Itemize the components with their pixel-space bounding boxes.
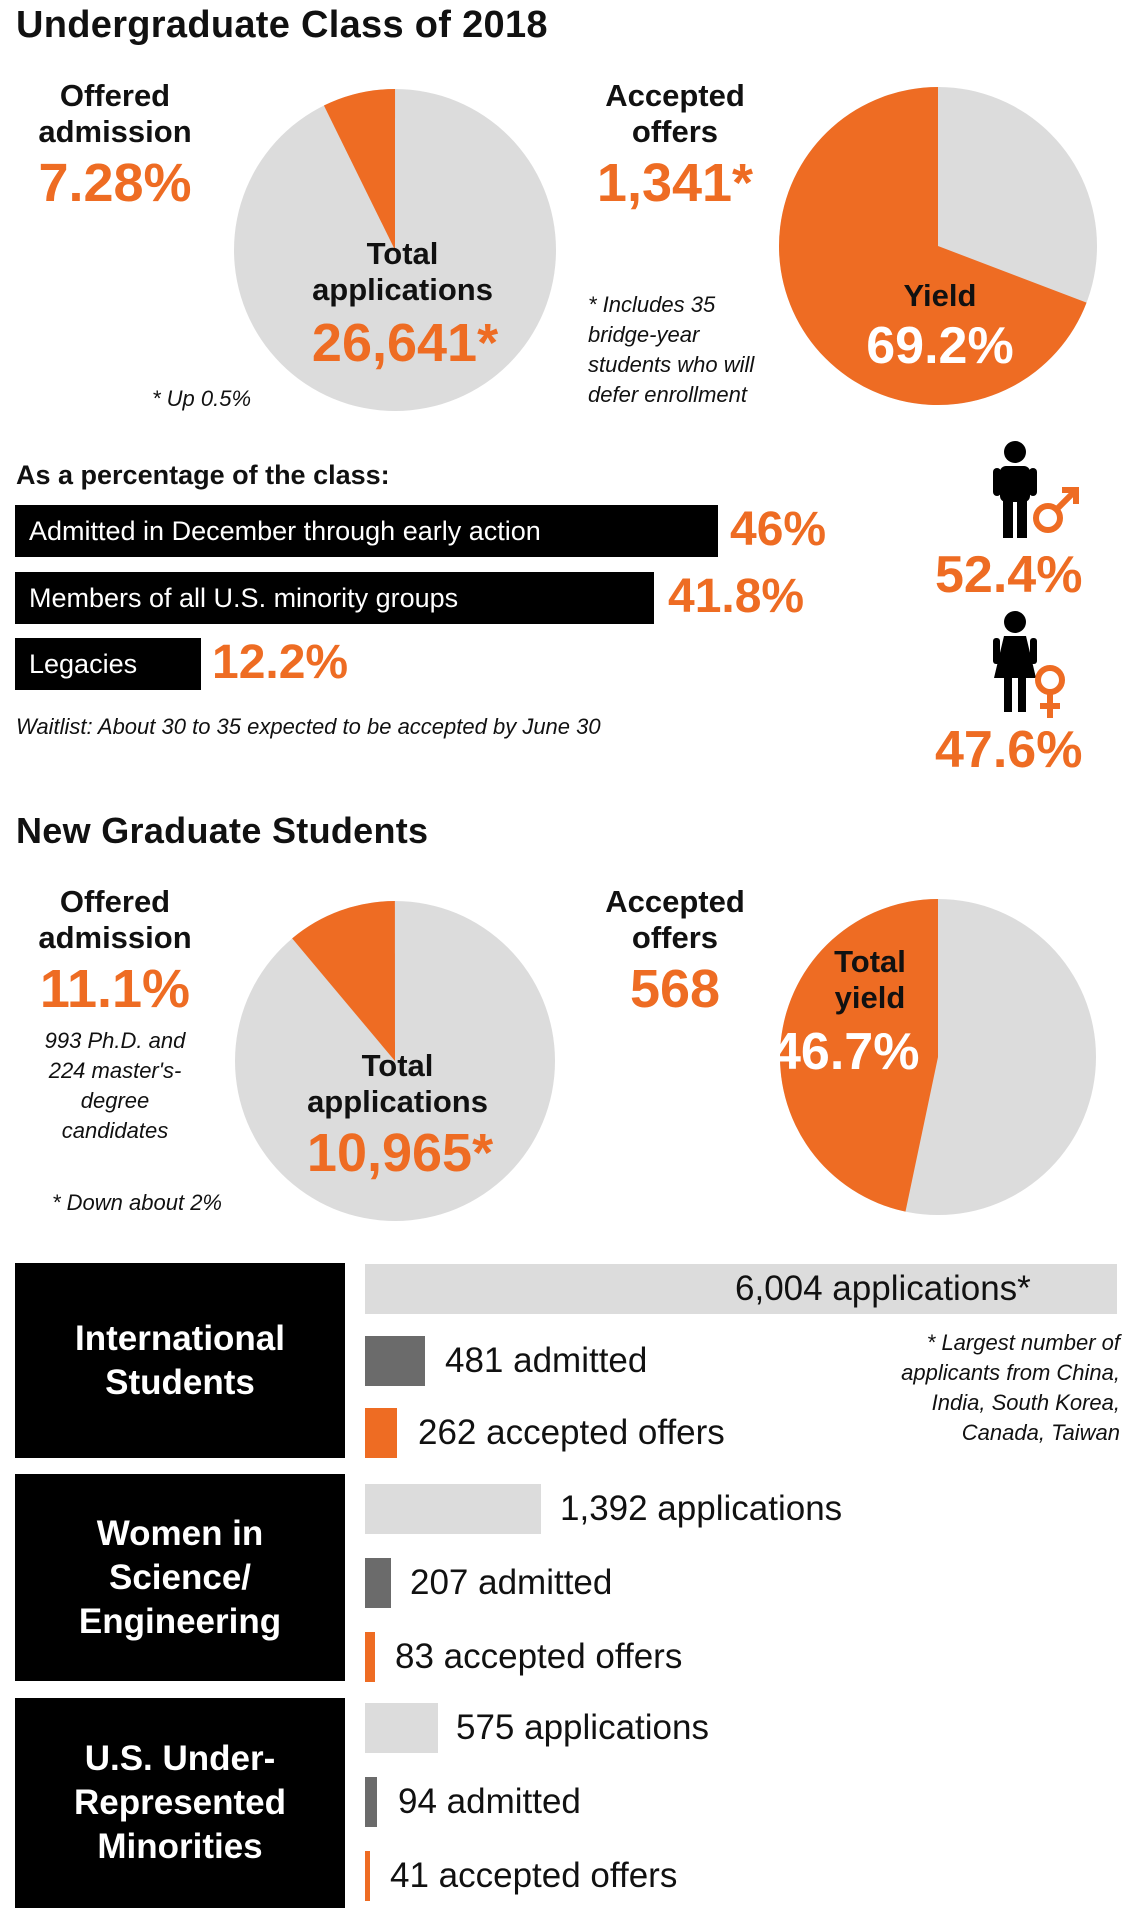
label-minorities-accepted: 41 accepted offers — [390, 1856, 678, 1895]
ug-accepted-label — [575, 78, 775, 150]
ug-accepted-note-line: defer enrollment — [588, 382, 747, 407]
graduate-heading: New Graduate Students — [16, 810, 429, 851]
group-title-line: Students — [105, 1362, 255, 1402]
gr-offered-note-line: degree — [80, 1088, 150, 1113]
gr-accepted-label-line2: offers — [631, 920, 719, 955]
ug-accepted-note-line: * Includes 35 — [588, 292, 716, 317]
gr-offered-note-line: 224 master's- — [48, 1058, 182, 1083]
male-icon — [990, 440, 1085, 545]
international-note-line: * Largest number of — [926, 1330, 1120, 1355]
gr-total-label — [285, 1048, 510, 1120]
gr-accepted-label-line1: Accepted — [605, 884, 745, 919]
gr-offered-value: 11.1% — [39, 959, 191, 1019]
group-title-line: U.S. Under- — [84, 1739, 276, 1778]
gr-total-note: * Down about 2% — [52, 1190, 222, 1215]
ug-total-label-line1: Total — [366, 236, 439, 271]
bar-international-admitted — [365, 1336, 425, 1386]
gr-total-value: 10,965* — [306, 1123, 494, 1183]
class-bar-minority: Members of all U.S. minority groups — [15, 572, 654, 624]
gr-offered-label-line2: admission — [38, 920, 192, 955]
class-value-early-action: 46% — [730, 503, 827, 556]
ug-total-value: 26,641* — [311, 313, 499, 373]
group-title-line: Science/ — [108, 1557, 252, 1597]
group-box-international — [15, 1263, 345, 1458]
group-title-line: Women in — [96, 1513, 264, 1553]
label-women-admitted: 207 admitted — [410, 1563, 613, 1602]
female-value: 47.6% — [935, 721, 1083, 779]
gr-offered-note-line: candidates — [61, 1118, 169, 1143]
label-minorities-applications: 575 applications — [456, 1708, 709, 1747]
ug-yield-label: Yield — [903, 278, 977, 313]
ug-accepted-label-line1: Accepted — [605, 78, 745, 113]
ug-accepted-value: 1,341* — [596, 153, 754, 213]
gr-total-label-line1: Total — [361, 1048, 434, 1083]
undergrad-heading: Undergraduate Class of 2018 — [16, 4, 548, 46]
bar-women-applications — [365, 1484, 541, 1534]
label-women-applications: 1,392 applications — [560, 1489, 843, 1528]
group-title-line: International — [74, 1318, 286, 1358]
ug-accepted-note-line: students who will — [588, 352, 755, 377]
bar-women-admitted — [365, 1558, 391, 1608]
gr-offered-note — [15, 1026, 215, 1146]
gr-offered-label — [15, 884, 215, 956]
gr-yield-value: 46.7% — [772, 1023, 920, 1081]
label-international-applications: 6,004 applications* — [735, 1269, 1031, 1308]
international-note-line: Canada, Taiwan — [961, 1420, 1120, 1445]
international-note-line: applicants from China, — [901, 1360, 1120, 1385]
ug-accepted-note — [588, 290, 818, 410]
ug-accepted-label-line2: offers — [631, 114, 719, 149]
ug-total-note: * Up 0.5% — [152, 386, 252, 411]
group-title-line: Represented — [73, 1783, 287, 1822]
label-international-admitted: 481 admitted — [445, 1341, 648, 1380]
class-value-minority: 41.8% — [668, 570, 805, 623]
ug-total-label-line2: applications — [312, 272, 493, 307]
label-women-accepted: 83 accepted offers — [395, 1637, 683, 1676]
waitlist-note: Waitlist: About 30 to 35 expected to be accepted by June 30 — [16, 714, 601, 739]
label-minorities-admitted: 94 admitted — [398, 1782, 581, 1821]
gr-yield-label — [805, 944, 935, 1016]
international-note-line: India, South Korea, — [931, 1390, 1120, 1415]
group-title-line: Engineering — [78, 1601, 282, 1641]
bar-minorities-accepted — [365, 1851, 370, 1901]
group-box-women — [15, 1474, 345, 1681]
gr-accepted-label — [575, 884, 775, 956]
gr-yield-label-line2: yield — [834, 980, 906, 1015]
gr-accepted-value: 568 — [629, 959, 721, 1019]
class-bar-legacies: Legacies — [15, 638, 201, 690]
class-value-legacies: 12.2% — [212, 636, 349, 689]
group-title-line: Minorities — [97, 1827, 263, 1866]
ug-offered-value: 7.28% — [38, 153, 192, 213]
ug-accepted-note-line: bridge-year — [588, 322, 700, 347]
ug-yield-value: 69.2% — [866, 317, 1014, 375]
bar-minorities-applications — [365, 1703, 438, 1753]
bar-international-accepted — [365, 1408, 397, 1458]
gr-offered-label-line1: Offered — [59, 884, 171, 919]
bar-women-accepted — [365, 1632, 375, 1682]
group-box-minorities — [15, 1698, 345, 1908]
label-international-accepted: 262 accepted offers — [418, 1413, 725, 1452]
ug-offered-label — [15, 78, 215, 150]
ug-offered-label-line1: Offered — [59, 78, 171, 113]
international-note — [800, 1328, 1120, 1448]
class-heading: As a percentage of the class: — [16, 460, 390, 490]
gr-total-label-line2: applications — [307, 1084, 488, 1119]
ug-offered-label-line2: admission — [38, 114, 192, 149]
gr-yield-label-line1: Total — [834, 944, 906, 979]
gr-offered-note-line: 993 Ph.D. and — [44, 1028, 186, 1053]
male-value: 52.4% — [935, 546, 1083, 604]
class-bar-early-action: Admitted in December through early action — [15, 505, 718, 557]
female-icon — [990, 610, 1085, 725]
bar-minorities-admitted — [365, 1777, 377, 1827]
ug-total-label — [290, 236, 515, 308]
